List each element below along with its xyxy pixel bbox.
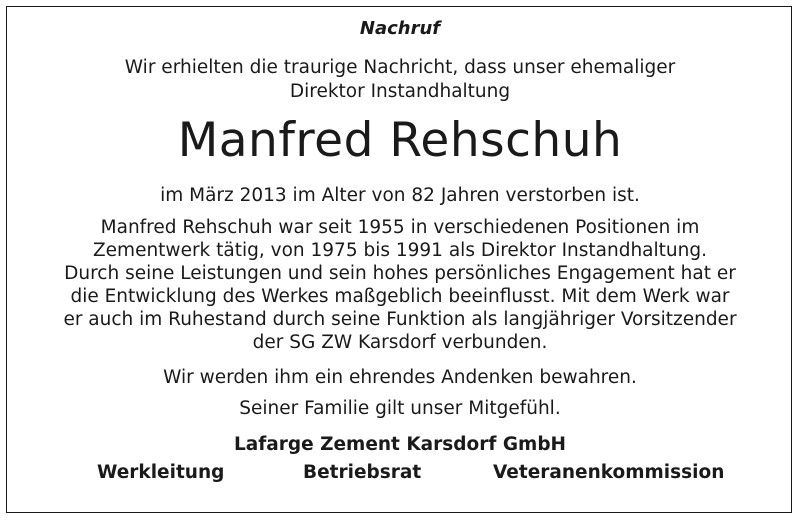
- body-line-3: Durch seine Leistungen und sein hohes persönliches Engagement hat er: [64, 263, 736, 284]
- signatory-betriebsrat: Betriebsrat: [303, 462, 422, 483]
- body-line-1: Manfred Rehschuh war seit 1955 in verschiedenen Positionen im: [100, 217, 700, 238]
- intro-line-2: Direktor Instandhaltung: [289, 81, 511, 102]
- death-line: im März 2013 im Alter von 82 Jahren verstorben ist.: [160, 185, 640, 206]
- signatory-werkleitung: Werkleitung: [97, 462, 225, 483]
- deceased-name: Manfred Rehschuh: [177, 113, 623, 168]
- company-name: Lafarge Zement Karsdorf GmbH: [233, 434, 567, 455]
- condolence-line: Seiner Familie gilt unser Mitgefühl.: [239, 398, 561, 419]
- body-line-6: der SG ZW Karsdorf verbunden.: [252, 332, 548, 353]
- signatory-veteranenkommission: Veteranenkommission: [493, 462, 725, 483]
- body-line-5: er auch im Ruhestand durch seine Funktion als langjähriger Vorsitzender: [63, 309, 737, 330]
- body-line-2: Zementwerk tätig, von 1975 bis 1991 als Direktor Instandhaltung.: [93, 240, 707, 261]
- intro-line-1: Wir erhielten die traurige Nachricht, dass unser ehemaliger: [124, 57, 676, 78]
- body-line-4: die Entwicklung des Werkes maßgeblich beeinflusst. Mit dem Werk war: [70, 286, 730, 307]
- notice-heading: Nachruf: [359, 18, 441, 39]
- remembrance-line: Wir werden ihm ein ehrendes Andenken bewahren.: [163, 367, 637, 388]
